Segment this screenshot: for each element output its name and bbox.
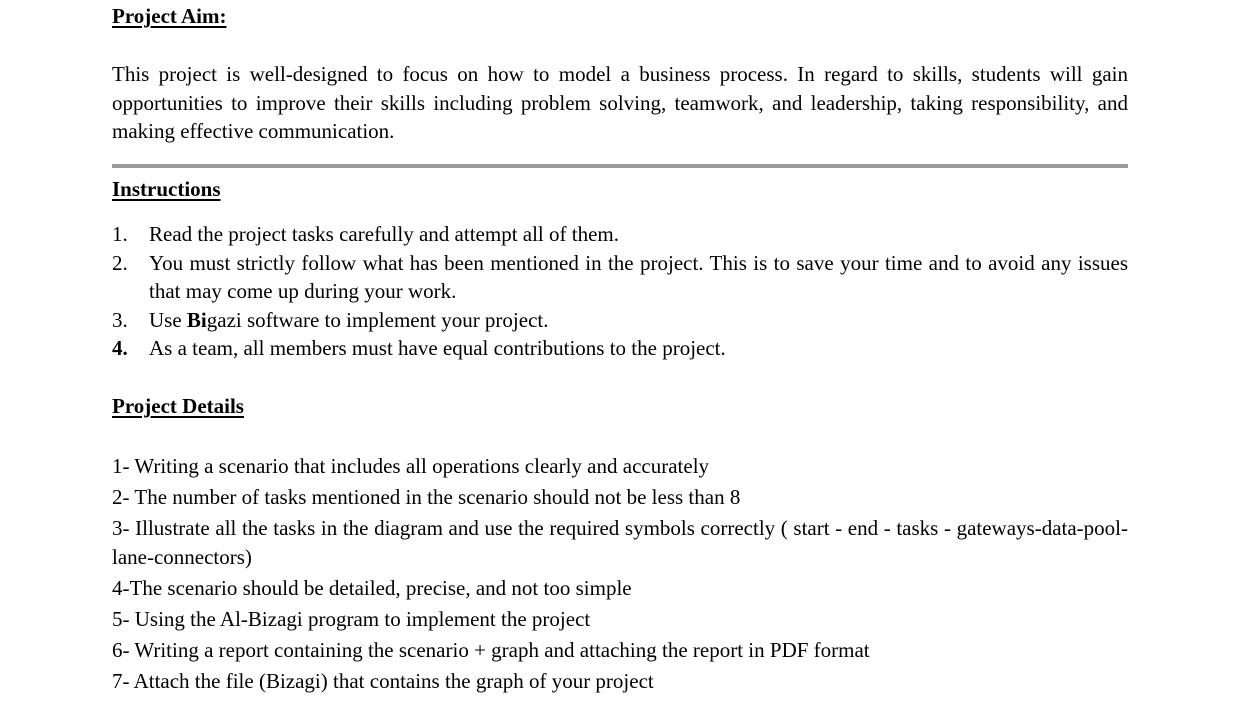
project-aim-paragraph: This project is well-designed to focus on how to model a business process. In regard to skills, students will gain opportunities to improve their skills including problem solving, teamwork, and leadership, taking responsibility, and making effective communication. [112, 62, 1128, 143]
project-details-heading: Project Details [112, 394, 244, 418]
detail-item: 5- Using the Al-Bizagi program to implement the project [112, 607, 591, 631]
project-aim-heading: Project Aim: [112, 4, 227, 28]
instruction-text-bold: Bi [186, 307, 207, 332]
instruction-number: 2. [112, 250, 128, 275]
section-divider [112, 164, 1128, 168]
instruction-text: You must strictly follow what has been mentioned in the project. This is to save your time and to avoid any issues that may come up during your work. [149, 250, 1128, 303]
detail-item: 1- Writing a scenario that includes all operations clearly and accurately [112, 454, 710, 478]
detail-item: 6- Writing a report containing the scenario + graph and attaching the report in PDF format [112, 638, 870, 662]
instruction-item [112, 306, 1128, 335]
instruction-item [112, 249, 1128, 306]
instruction-number: 3. [112, 307, 128, 332]
instruction-text [149, 306, 1128, 335]
instruction-number: 4. [112, 336, 128, 360]
instruction-text-before: Use [149, 307, 187, 332]
instructions-list [112, 220, 1128, 363]
instruction-item [112, 220, 1128, 249]
instruction-item [112, 334, 1128, 363]
instruction-text-after: gazi software to implement your project. [206, 307, 549, 332]
project-details-list [112, 452, 1128, 698]
instruction-text: As a team, all members must have equal contributions to the project. [149, 336, 726, 360]
detail-item: 7- Attach the file (Bizagi) that contains the graph of your project [112, 669, 654, 693]
instruction-number: 1. [112, 222, 128, 246]
instructions-heading: Instructions [112, 177, 221, 201]
detail-item: 2- The number of tasks mentioned in the scenario should not be less than 8 [112, 485, 741, 509]
instruction-text: Read the project tasks carefully and attempt all of them. [149, 222, 619, 246]
detail-item: 4-The scenario should be detailed, precise, and not too simple [112, 576, 632, 600]
detail-item: 3- Illustrate all the tasks in the diagram and use the required symbols correctly ( start - end - tasks - gateways-data-pool-lane-connectors) [112, 516, 1128, 569]
